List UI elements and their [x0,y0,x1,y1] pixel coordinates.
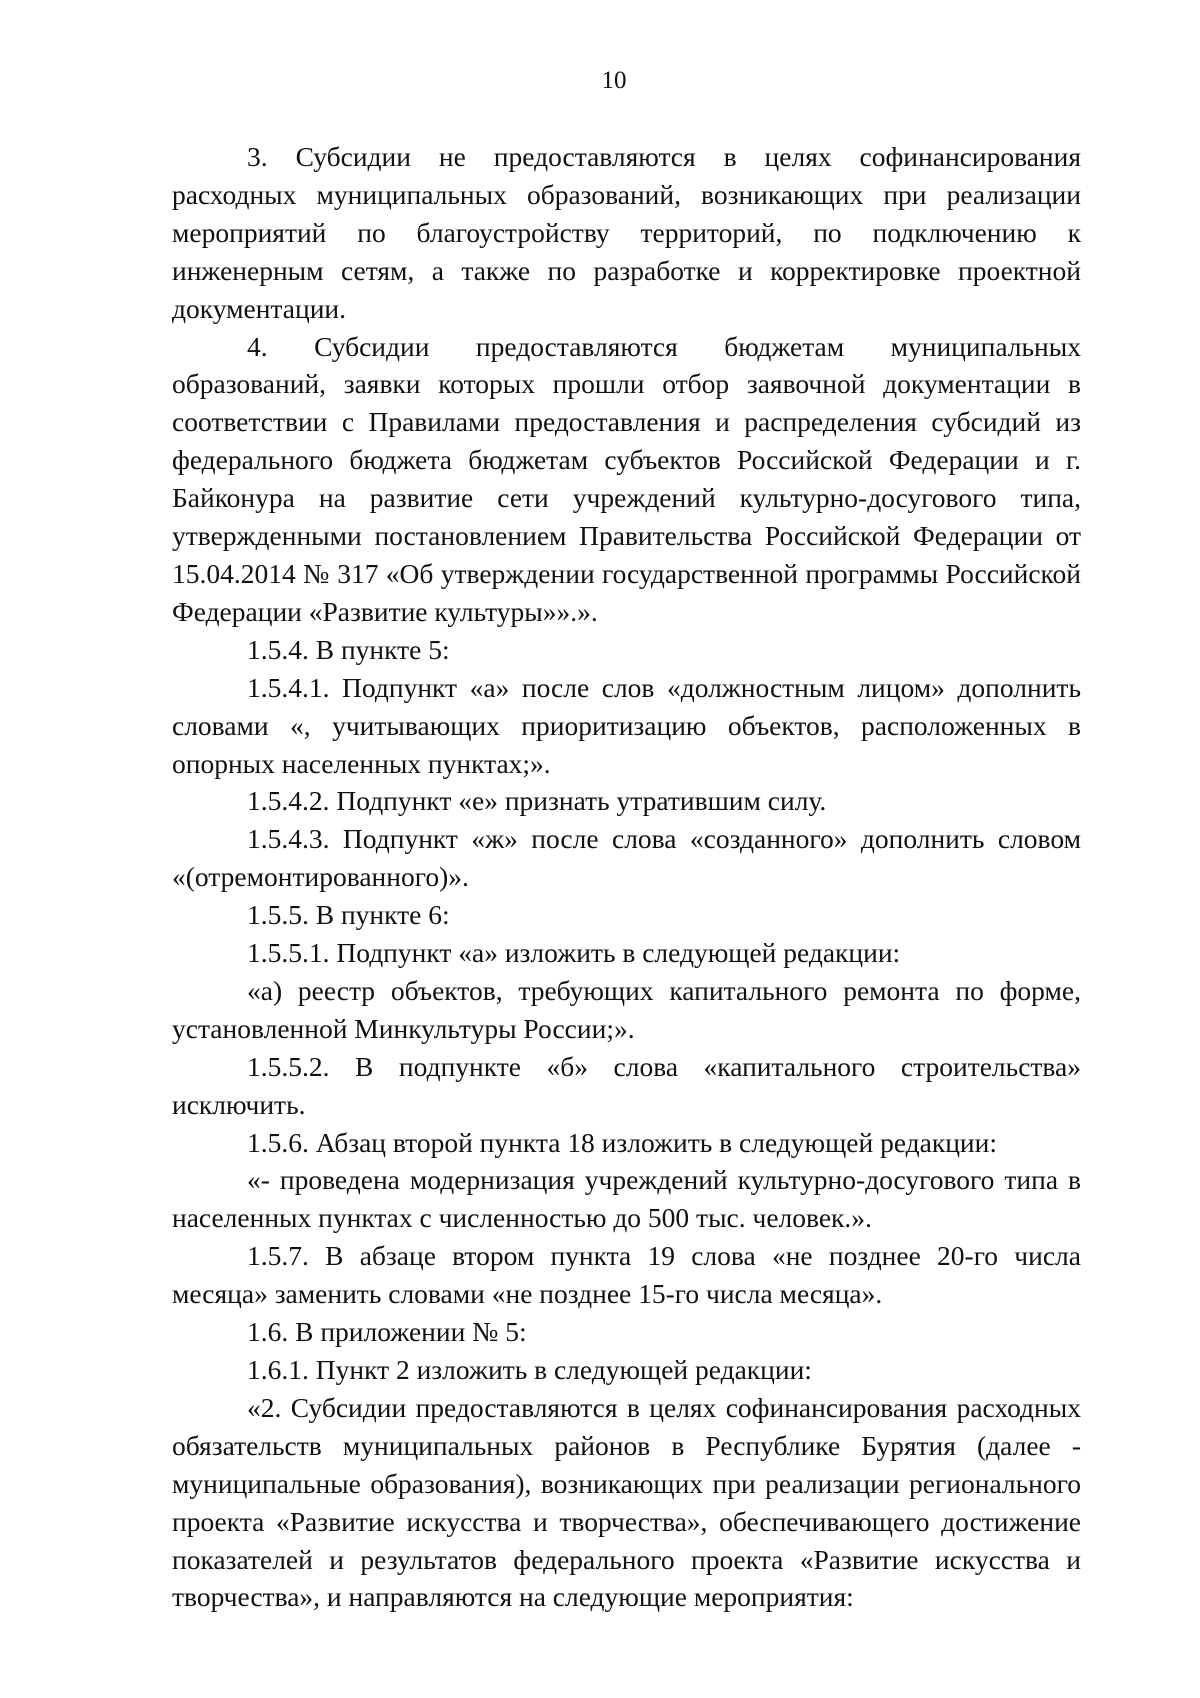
paragraph-subsidy-item-2: «2. Субсидии предоставляются в целях софинансирования расходных обязательств муниципальных районов в Республике Бурятия (далее - муниципальные образования), возникающих при реализации регионального проекта «Развитие искусства и творчества», обеспечивающего достижение показателей и результатов федерального проекта «Развитие искусства и творчества», и направляются на следующие мероприятия: [172,1391,1081,1613]
paragraph-1-5-5-1: 1.5.5.1. Подпункт «а» изложить в следующей редакции: [247,937,901,969]
paragraph-1-5-4: 1.5.4. В пункте 5: [247,633,450,665]
paragraph-1-5-4-1: 1.5.4.1. Подпункт «а» после слов «должностным лицом» дополнить словами «, учитывающих приоритизацию объектов, расположенных в опорных населенных пунктах;». [172,671,1081,779]
paragraph-1-6-1: 1.6.1. Пункт 2 изложить в следующей редакции: [247,1354,812,1385]
paragraph-subsidy-item-4: 4. Субсидии предоставляются бюджетам муниципальных образований, заявки которых прошли отбор заявочной документации в соответствии с Правилами предоставления и распределения субсидий из федерального бюджета бюджетам субъектов Российской Федерации и г. Байконура на развитие сети учреждений культурно-досугового типа, утвержденными постановлением Правительства Российской Федерации от 15.04.2014 № 317 «Об утверждении государственной программы Российской Федерации «Развитие культуры»».». [172,330,1081,627]
paragraph-1-5-4-3: 1.5.4.3. Подпункт «ж» после слова «созданного» дополнить словом «(отремонтированного)». [172,823,1081,893]
paragraph-1-5-6: 1.5.6. Абзац второй пункта 18 изложить в следующей редакции: [247,1126,998,1158]
paragraph-1-5-7: 1.5.7. В абзаце втором пункта 19 слова «не позднее 20-го числа месяца» заменить словами «не позднее 15-го числа месяца». [172,1240,1081,1310]
paragraph-1-5-5: 1.5.5. В пункте 6: [247,899,450,931]
paragraph-modernization: «- проведена модернизация учреждений культурно-досугового типа в населенных пунктах с численностью до 500 тыс. человек.». [172,1164,1081,1234]
paragraph-1-5-5-2: 1.5.5.2. В подпункте «б» слова «капитального строительства» исключить. [172,1050,1081,1120]
paragraph-1-5-4-2: 1.5.4.2. Подпункт «е» признать утратившим силу. [247,785,827,817]
paragraph-1-6: 1.6. В приложении № 5: [247,1316,527,1348]
document-body [172,138,1081,1616]
paragraph-subitem-a: «а) реестр объектов, требующих капитального ремонта по форме, установленной Минкультуры России;». [172,974,1081,1044]
paragraph-subsidy-item-3: 3. Субсидии не предоставляются в целях софинансирования расходных муниципальных образований, возникающих при реализации мероприятий по благоустройству территорий, по подключению к инженерным сетям, а также по разработке и корректировке проектной документации. [172,141,1081,324]
page-number: 10 [601,67,627,94]
